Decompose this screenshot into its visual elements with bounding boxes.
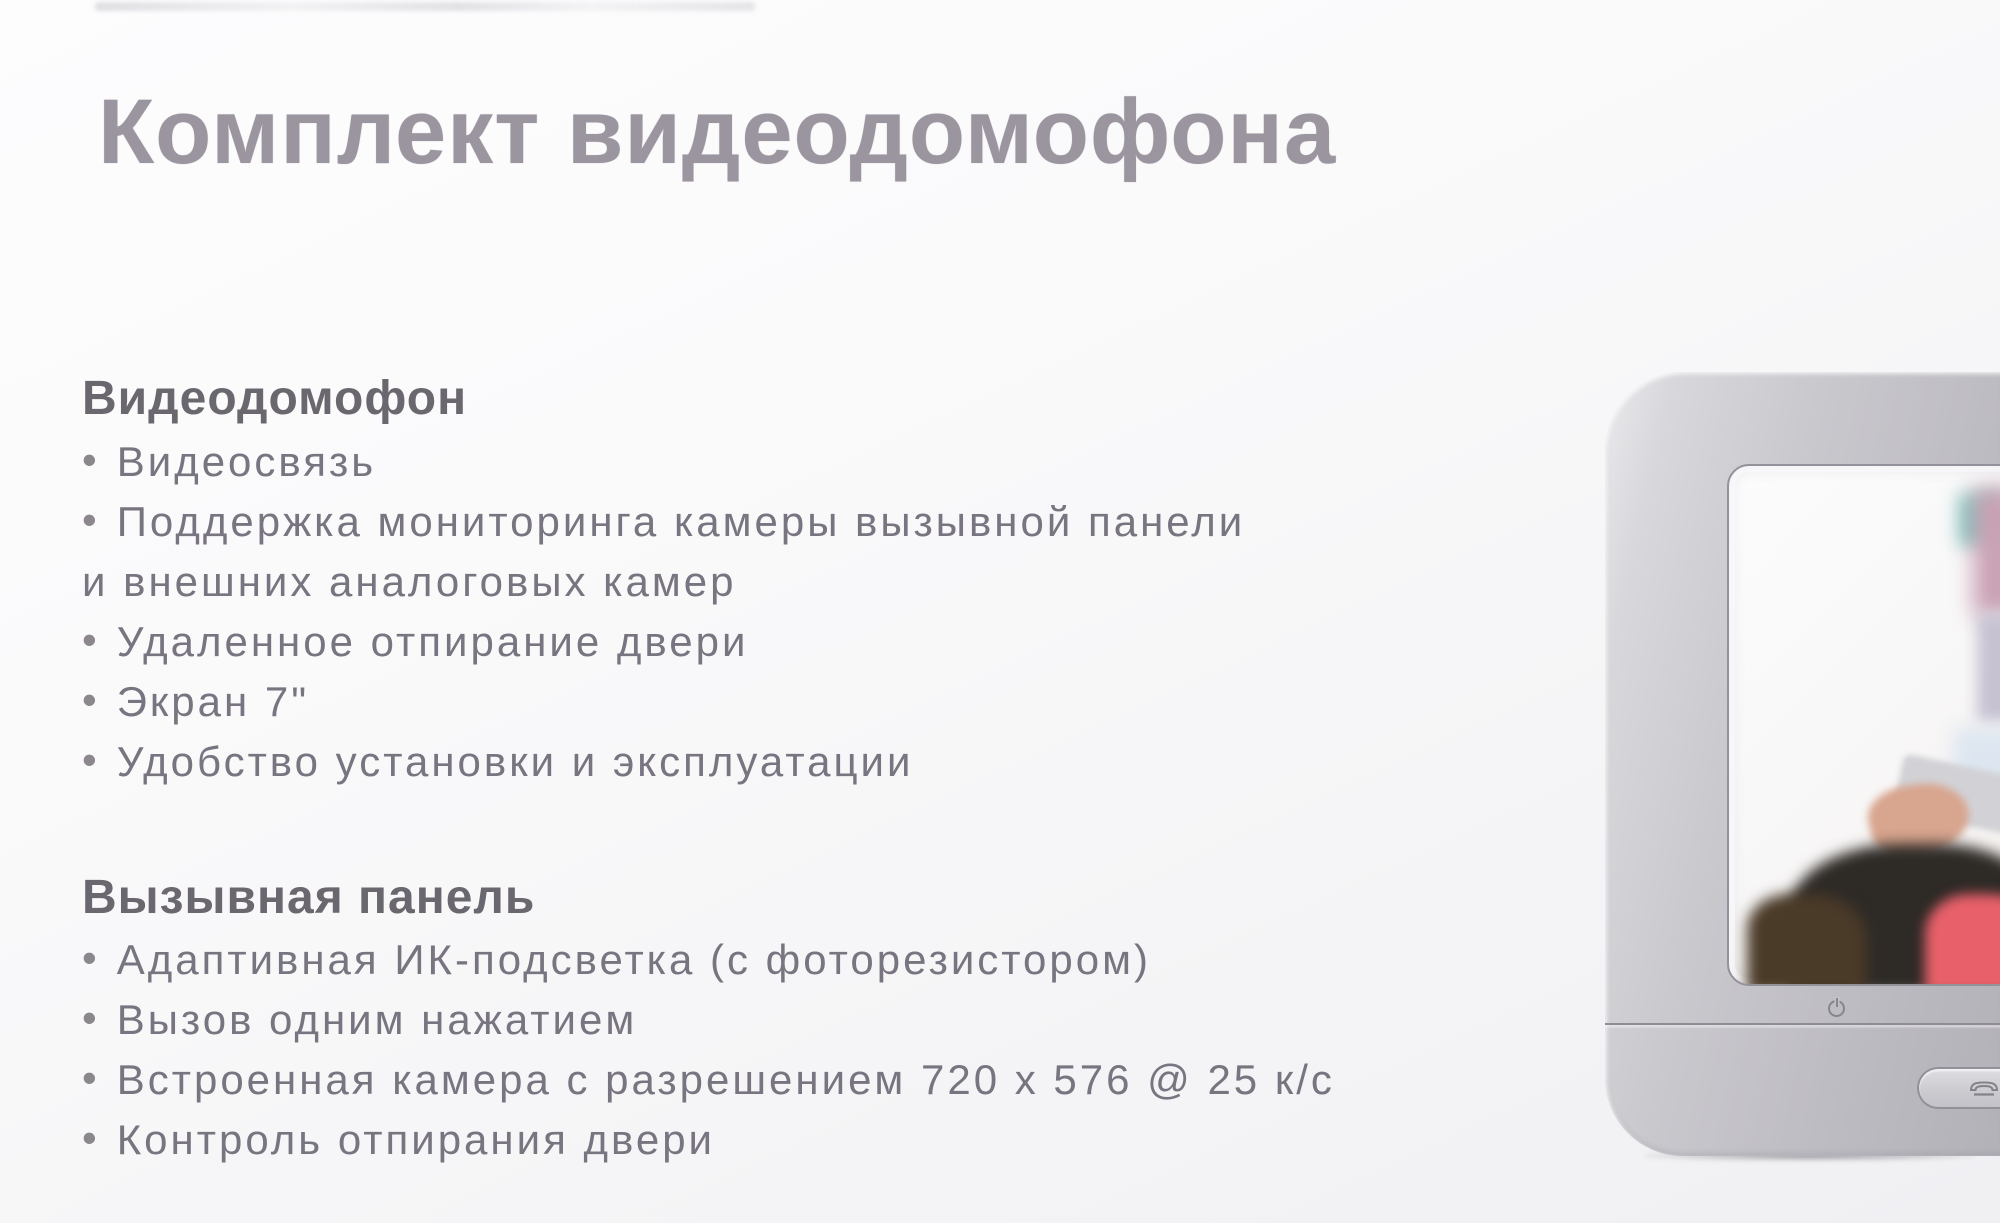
list-item-label: и внешних аналоговых камер bbox=[82, 558, 737, 605]
list-item-continuation bbox=[82, 552, 1502, 612]
list-item bbox=[82, 732, 1502, 792]
list-item bbox=[82, 1110, 1502, 1170]
list-item bbox=[82, 990, 1502, 1050]
monitor-screen bbox=[1727, 464, 2000, 986]
list-item bbox=[82, 612, 1502, 672]
power-icon bbox=[1828, 1000, 1845, 1017]
list-item-label: Экран 7" bbox=[116, 678, 310, 725]
bullet-icon: • bbox=[82, 676, 100, 723]
list-item bbox=[82, 930, 1502, 990]
bullet-icon: • bbox=[82, 436, 100, 483]
bullet-icon: • bbox=[82, 1114, 100, 1161]
talk-unlock-button bbox=[1917, 1067, 2000, 1109]
list-item bbox=[82, 432, 1502, 492]
page-title: Комплект видеодомофона bbox=[98, 81, 1337, 183]
list-item-label: Контроль отпирания двери bbox=[116, 1116, 716, 1163]
feature-list-monitor bbox=[82, 432, 1502, 792]
list-item bbox=[82, 1050, 1502, 1110]
housing-seam-line bbox=[1605, 1023, 2000, 1025]
screen-chair-arm bbox=[1747, 894, 1867, 986]
list-item bbox=[82, 492, 1502, 552]
list-item-label: Поддержка мониторинга камеры вызывной панели bbox=[116, 498, 1246, 545]
list-item-label: Удобство установки и эксплуатации bbox=[116, 738, 914, 785]
section-heading-monitor: Видеодомофон bbox=[82, 372, 468, 425]
bullet-icon: • bbox=[82, 1054, 100, 1101]
list-item-label: Встроенная камера с разрешением 720 x 576 @ 25 к/с bbox=[116, 1056, 1335, 1103]
bullet-icon: • bbox=[82, 994, 100, 1041]
list-item bbox=[82, 672, 1502, 732]
list-item-label: Видеосвязь bbox=[116, 438, 377, 485]
screen-red-pillow bbox=[1925, 894, 2000, 986]
bullet-icon: • bbox=[82, 736, 100, 783]
feature-list-door-panel bbox=[82, 930, 1502, 1170]
section-heading-door-panel: Вызывная панель bbox=[82, 871, 536, 924]
bullet-icon: • bbox=[82, 934, 100, 981]
scan-artifact bbox=[95, 2, 755, 11]
handset-icon bbox=[1967, 1077, 2000, 1099]
screen-blur-pink-object bbox=[1973, 488, 2000, 616]
bullet-icon: • bbox=[82, 616, 100, 663]
list-item-label: Вызов одним нажатием bbox=[116, 996, 638, 1043]
list-item-label: Удаленное отпирание двери bbox=[116, 618, 749, 665]
video-intercom-monitor-photo bbox=[1605, 372, 2000, 1156]
bullet-icon: • bbox=[82, 496, 100, 543]
screen-blur-shelf-box bbox=[1977, 614, 2000, 722]
list-item-label: Адаптивная ИК-подсветка (с фоторезистором) bbox=[116, 936, 1151, 983]
